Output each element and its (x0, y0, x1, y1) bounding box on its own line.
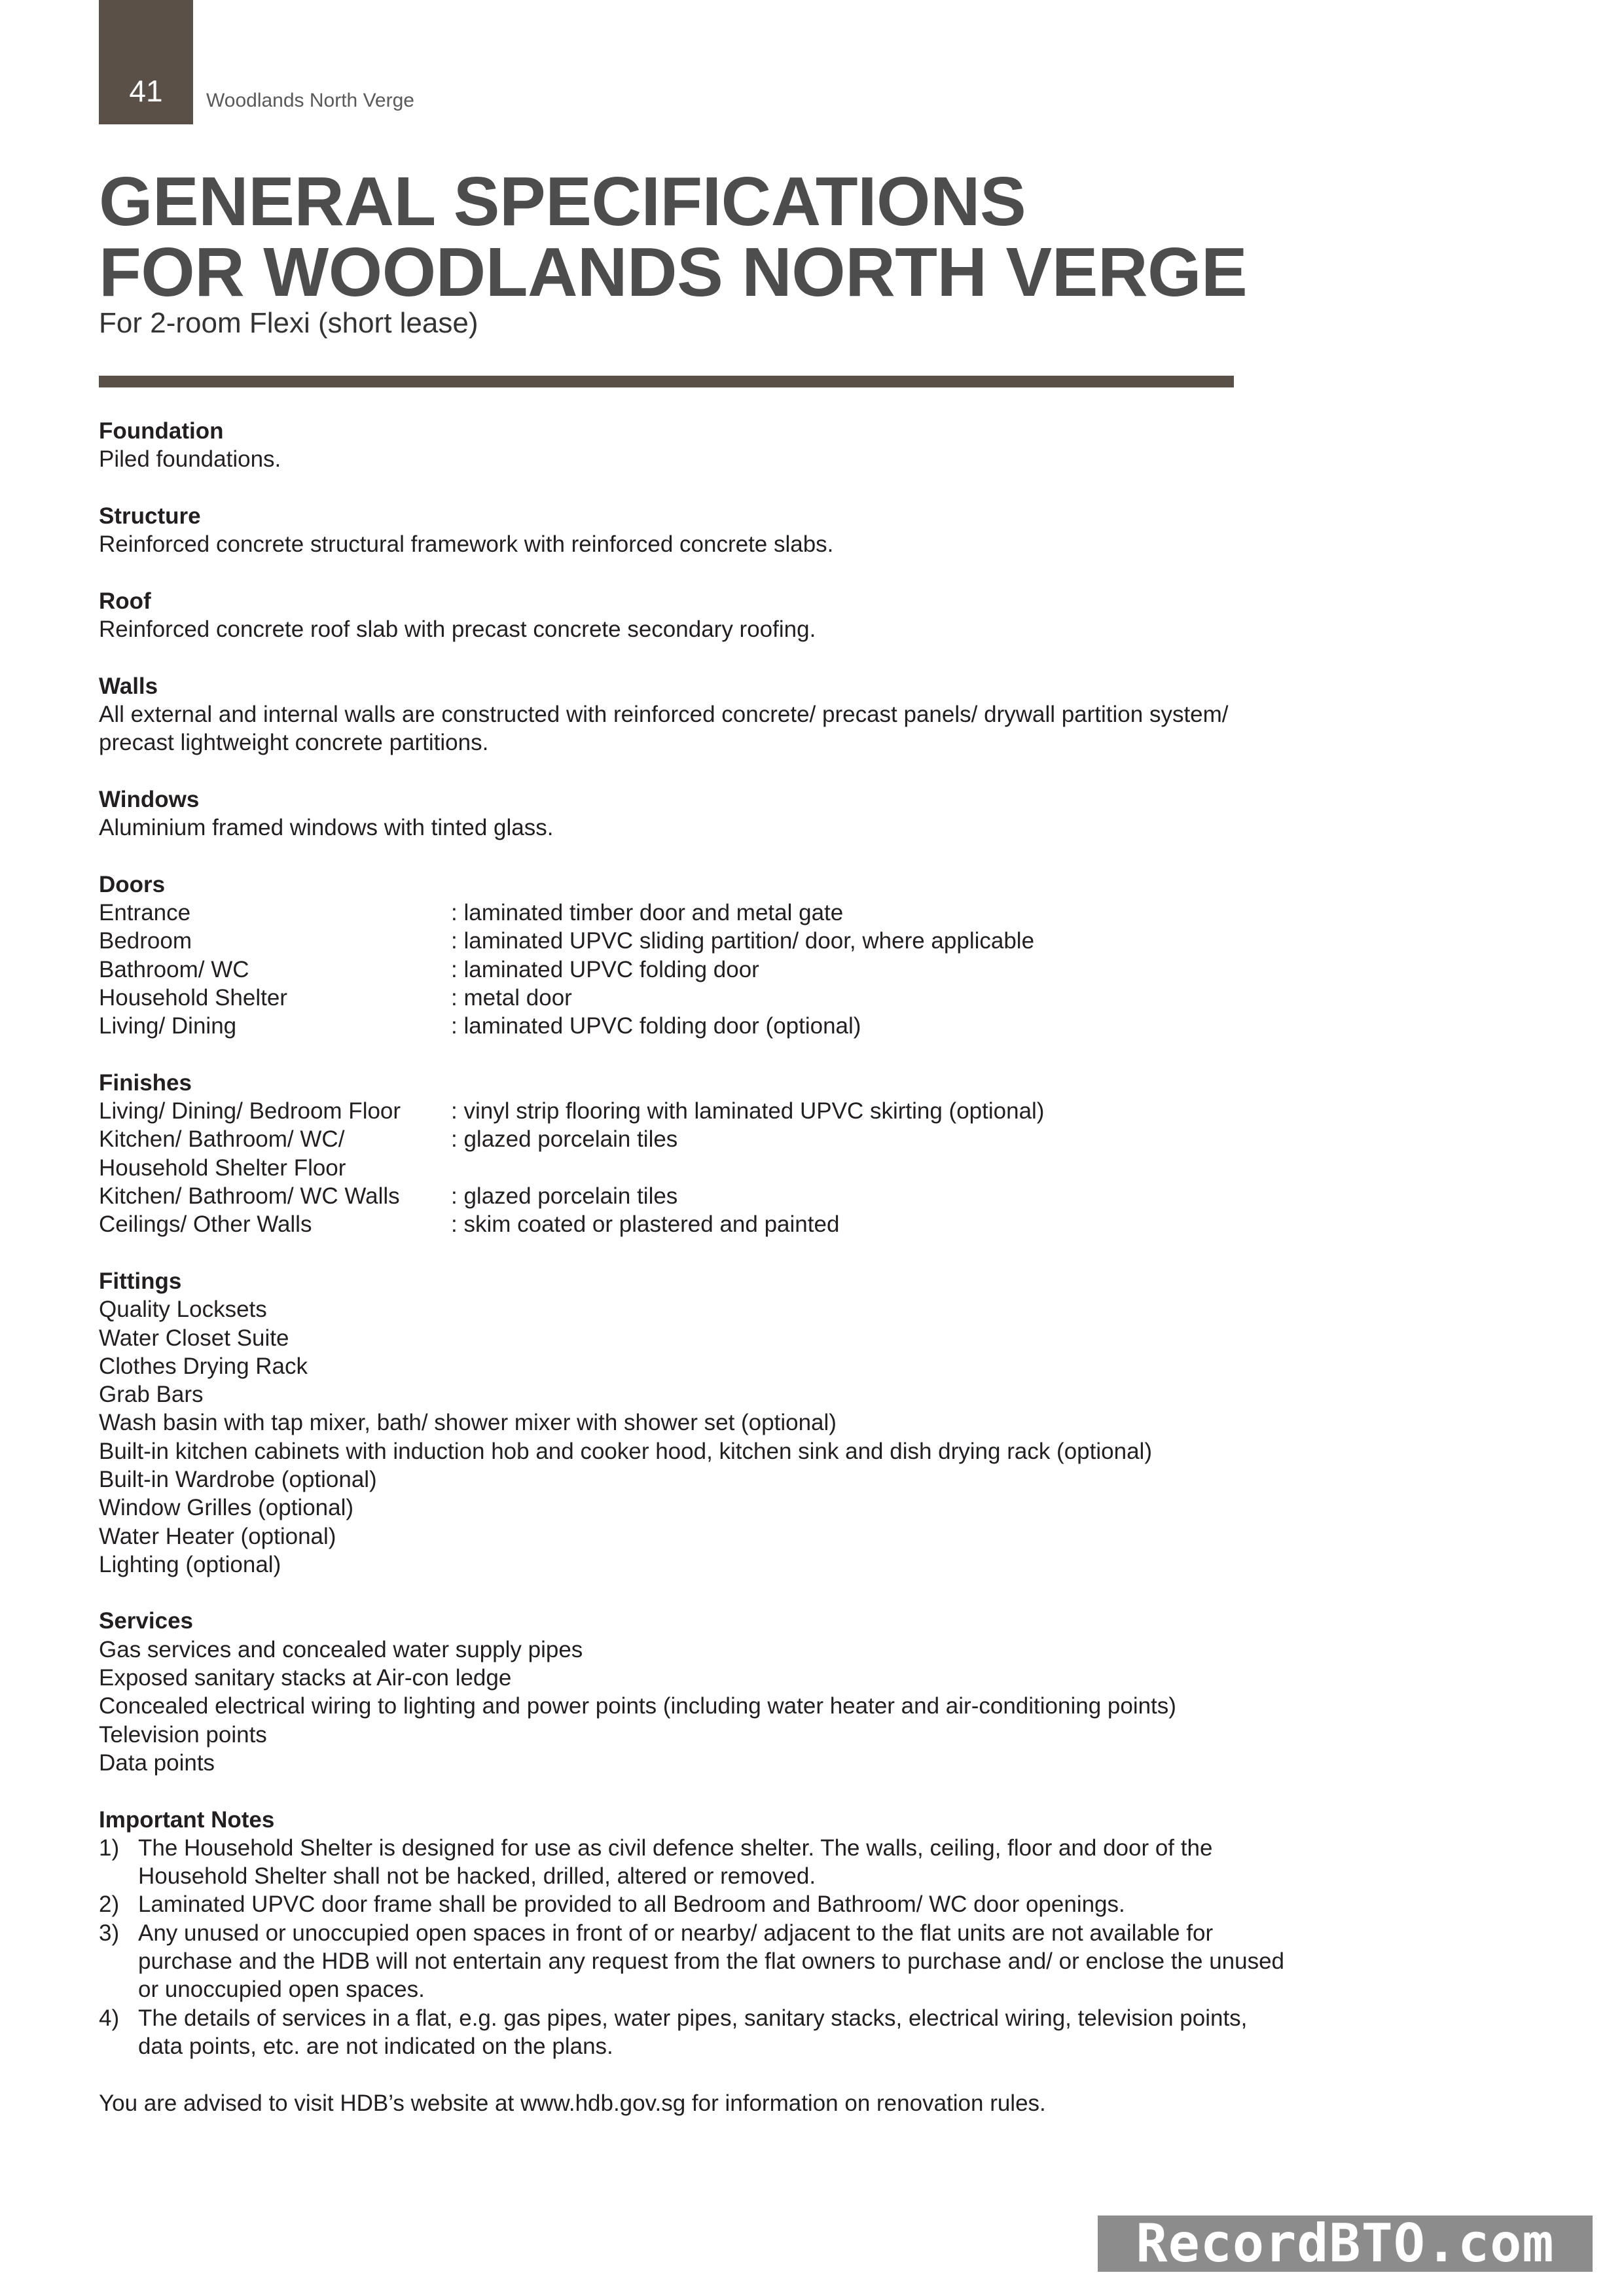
section-important-notes (99, 1806, 1408, 2061)
notes-list (99, 1834, 1375, 2060)
list-item: Lighting (optional) (99, 1551, 281, 1577)
note-line: Laminated UPVC door frame shall be provided to all Bedroom and Bathroom/ WC door openings. (138, 1892, 1125, 1918)
section-text-line: precast lightweight concrete partitions. (99, 730, 489, 756)
note-text (138, 2004, 1375, 2061)
section-fittings (99, 1267, 1408, 1579)
advice-text: You are advised to visit HDB’s website at www.hdb.gov.sg for information on renovation rules. (99, 2090, 1046, 2116)
note-number: 4) (99, 2005, 120, 2031)
note-item (99, 2004, 1375, 2061)
section-foundation (99, 417, 1408, 474)
spec-row (99, 956, 1408, 984)
section-windows (99, 785, 1408, 842)
list-item: Built-in kitchen cabinets with induction hob and cooker hood, kitchen sink and dish drying rack (optional) (99, 1438, 1152, 1464)
section-text: Reinforced concrete roof slab with precast concrete secondary roofing. (99, 617, 816, 643)
page-subtitle: For 2-room Flexi (short lease) (99, 307, 478, 339)
page-number: 41 (129, 74, 163, 108)
spec-label: Kitchen/ Bathroom/ WC/ (99, 1126, 345, 1153)
section-heading: Walls (99, 673, 158, 699)
note-item (99, 1919, 1375, 2004)
spec-value: : vinyl strip flooring with laminated UPVC skirting (optional) (451, 1098, 1045, 1124)
spec-row (99, 1182, 1408, 1210)
spec-row (99, 1210, 1408, 1238)
spec-value: : skim coated or plastered and painted (451, 1211, 840, 1238)
page-title (99, 163, 1248, 311)
note-number: 1) (99, 1835, 120, 1861)
section-heading: Services (99, 1608, 194, 1634)
section-roof (99, 587, 1408, 644)
list-item: Built-in Wardrobe (optional) (99, 1466, 377, 1492)
note-line: Household Shelter shall not be hacked, drilled, altered or removed. (138, 1863, 816, 1890)
spec-row (99, 899, 1408, 927)
list-item: Grab Bars (99, 1382, 204, 1408)
title-line-1: GENERAL SPECIFICATIONS (99, 163, 1026, 240)
spec-row (99, 1125, 1408, 1153)
section-heading: Fittings (99, 1268, 182, 1294)
specifications-body (99, 417, 1408, 2117)
section-text-line: All external and internal walls are constructed with reinforced concrete/ precast panels/ drywall partition system/ (99, 701, 1229, 727)
spec-label: Ceilings/ Other Walls (99, 1211, 312, 1238)
section-heading: Doors (99, 871, 166, 897)
spec-value: : glazed porcelain tiles (451, 1183, 678, 1210)
note-number: 2) (99, 1892, 120, 1918)
section-heading: Structure (99, 503, 201, 529)
spec-label: Bathroom/ WC (99, 956, 249, 982)
spec-row (99, 927, 1408, 955)
spec-value: : laminated timber door and metal gate (451, 900, 844, 926)
list-item: Clothes Drying Rack (99, 1353, 308, 1379)
spec-row (99, 1012, 1408, 1040)
list-item: Quality Locksets (99, 1297, 267, 1323)
list-item: Water Closet Suite (99, 1325, 289, 1351)
note-line: or unoccupied open spaces. (138, 1977, 425, 2003)
list-item: Wash basin with tap mixer, bath/ shower mixer with shower set (optional) (99, 1410, 837, 1436)
section-heading: Foundation (99, 418, 224, 444)
section-finishes (99, 1069, 1408, 1239)
spec-value: : laminated UPVC folding door (451, 956, 759, 982)
spec-value (451, 1154, 1408, 1182)
note-line: data points, etc. are not indicated on the plans. (138, 2033, 613, 2059)
section-doors (99, 870, 1408, 1041)
section-heading: Roof (99, 588, 151, 614)
list-item: Data points (99, 1749, 215, 1776)
note-text (138, 1834, 1375, 1891)
spec-value: : glazed porcelain tiles (451, 1126, 678, 1153)
section-heading: Important Notes (99, 1806, 275, 1833)
section-text: Piled foundations. (99, 446, 281, 473)
section-walls (99, 672, 1408, 757)
spec-label: Kitchen/ Bathroom/ WC Walls (99, 1183, 400, 1210)
running-title: Woodlands North Verge (206, 90, 414, 111)
spec-label: Living/ Dining/ Bedroom Floor (99, 1098, 401, 1124)
list-item: Concealed electrical wiring to lighting and power points (including water heater and air-conditioning points) (99, 1693, 1176, 1719)
spec-value: : laminated UPVC folding door (optional) (451, 1013, 861, 1039)
section-heading: Windows (99, 786, 200, 812)
spec-row (99, 1097, 1408, 1125)
note-line: purchase and the HDB will not entertain any request from the flat owners to purchase and/ or enclose the unused (138, 1948, 1285, 1975)
note-text (138, 1919, 1375, 2004)
section-text: Reinforced concrete structural framework with reinforced concrete slabs. (99, 531, 834, 558)
section-services (99, 1607, 1408, 1777)
page-number-tab (99, 0, 193, 124)
spec-label: Bedroom (99, 928, 192, 954)
section-text: Aluminium framed windows with tinted glass. (99, 815, 554, 841)
spec-value: : metal door (451, 984, 572, 1011)
section-heading: Finishes (99, 1069, 192, 1096)
title-line-2: FOR WOODLANDS NORTH VERGE (99, 234, 1248, 311)
watermark-logo: RecordBTO.com (1098, 2215, 1593, 2272)
note-item (99, 1890, 1375, 1918)
list-item: Television points (99, 1721, 267, 1748)
list-item: Exposed sanitary stacks at Air-con ledge (99, 1665, 512, 1691)
spec-label: Household Shelter (99, 984, 287, 1011)
spec-row (99, 1154, 1408, 1182)
note-line: The details of services in a flat, e.g. gas pipes, water pipes, sanitary stacks, electrical wiring, television points, (138, 2005, 1248, 2031)
note-text (138, 1890, 1375, 1918)
section-structure (99, 502, 1408, 559)
spec-value: : laminated UPVC sliding partition/ door, where applicable (451, 928, 1035, 954)
list-item: Gas services and concealed water supply pipes (99, 1636, 583, 1662)
spec-label: Household Shelter Floor (99, 1155, 346, 1181)
title-divider (99, 376, 1234, 387)
list-item: Water Heater (optional) (99, 1523, 336, 1549)
note-item (99, 1834, 1375, 1891)
note-line: Any unused or unoccupied open spaces in front of or nearby/ adjacent to the flat units are not available for (138, 1920, 1214, 1946)
note-number: 3) (99, 1920, 120, 1946)
spec-label: Living/ Dining (99, 1013, 237, 1039)
list-item: Window Grilles (optional) (99, 1495, 354, 1521)
note-line: The Household Shelter is designed for use as civil defence shelter. The walls, ceiling, floor and door of the (138, 1835, 1213, 1861)
spec-row (99, 984, 1408, 1012)
spec-label: Entrance (99, 900, 191, 926)
